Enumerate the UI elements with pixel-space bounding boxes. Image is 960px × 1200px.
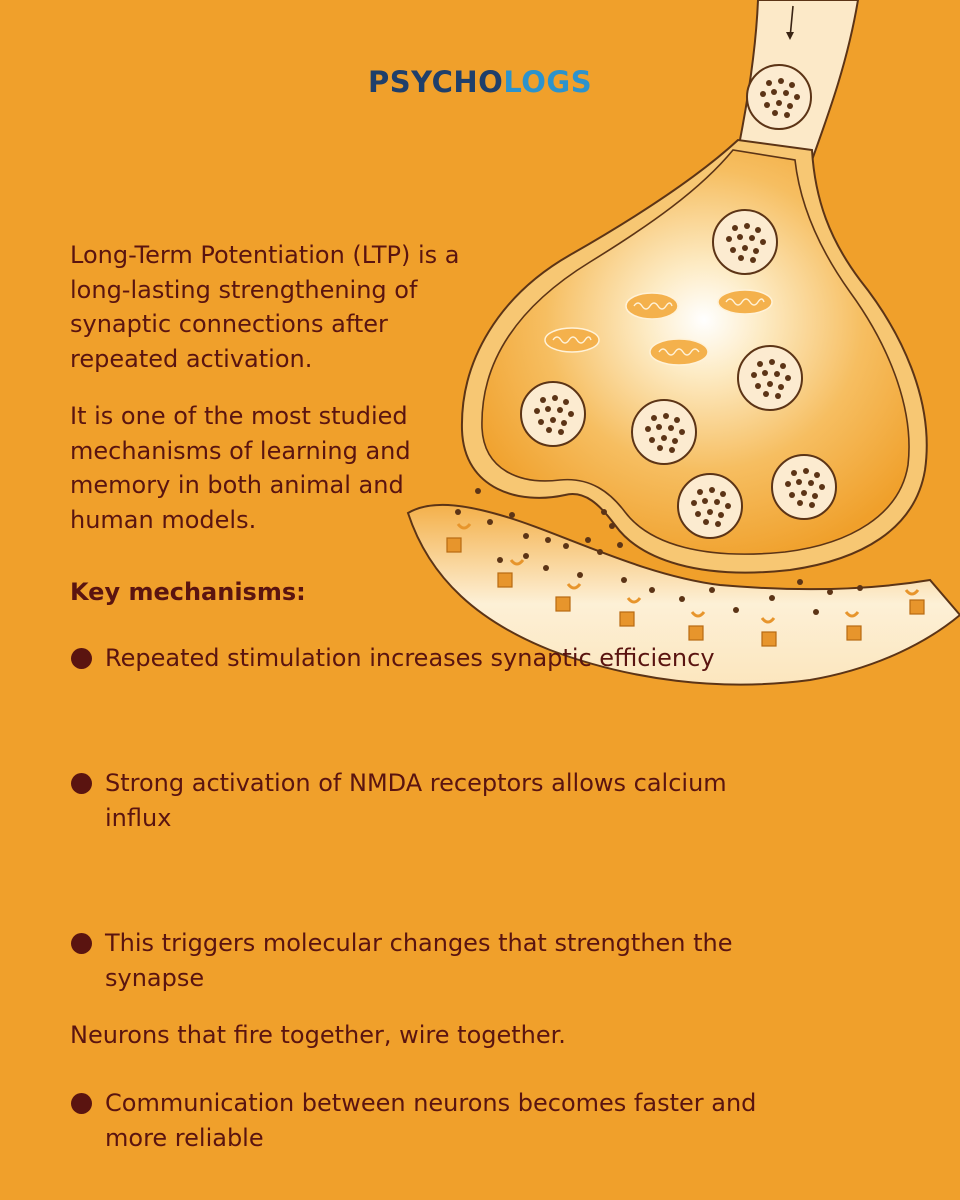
list-item bbox=[70, 1086, 785, 1156]
list-item bbox=[70, 641, 785, 676]
closing-line: Neurons that fire together, wire together. bbox=[70, 1021, 566, 1049]
mechanism-text: This triggers molecular changes that strengthen the synapse bbox=[105, 929, 733, 992]
key-mechanisms-heading: Key mechanisms: bbox=[70, 578, 306, 606]
mechanism-text: Repeated stimulation increases synaptic efficiency bbox=[105, 644, 715, 672]
intro-paragraph-2: It is one of the most studied mechanisms of learning and memory in both animal and human models. bbox=[70, 402, 411, 534]
bullet-dot-icon bbox=[71, 933, 92, 954]
intro-paragraph-1: Long-Term Potentiation (LTP) is a long-lasting strengthening of synaptic connections after repeated activation. bbox=[70, 241, 460, 373]
list-item bbox=[70, 766, 785, 836]
logo-part-1: PSYCHO bbox=[368, 65, 504, 99]
logo-part-2: LOGS bbox=[503, 65, 593, 99]
list-item bbox=[70, 926, 785, 996]
bullet-dot-icon bbox=[71, 773, 92, 794]
mechanism-text: Strong activation of NMDA receptors allows calcium influx bbox=[105, 769, 727, 832]
mechanism-text: Communication between neurons becomes faster and more reliable bbox=[105, 1089, 757, 1152]
psychologs-logo bbox=[368, 64, 592, 100]
bullet-dot-icon bbox=[71, 648, 92, 669]
bullet-dot-icon bbox=[71, 1093, 92, 1114]
